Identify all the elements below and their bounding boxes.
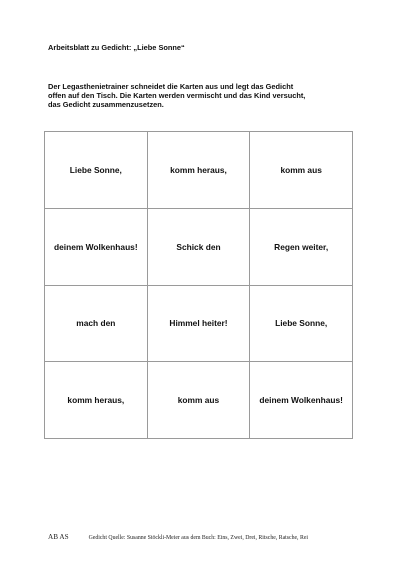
instruction-line: Der Legasthenietrainer schneidet die Karten aus und legt das Gedicht bbox=[48, 82, 294, 91]
poem-card: Liebe Sonne, bbox=[45, 132, 148, 209]
poem-card: komm aus bbox=[250, 132, 353, 209]
instruction-line: offen auf den Tisch. Die Karten werden vermischt und das Kind versucht, bbox=[48, 91, 306, 100]
instruction-text bbox=[48, 82, 368, 109]
instruction-line: das Gedicht zusammenzusetzen. bbox=[48, 100, 164, 109]
poem-card: Himmel heiter! bbox=[148, 286, 251, 363]
poem-card: mach den bbox=[45, 286, 148, 363]
poem-card: komm aus bbox=[148, 362, 251, 439]
poem-card: Regen weiter, bbox=[250, 209, 353, 286]
poem-card: komm heraus, bbox=[148, 132, 251, 209]
page-title: Arbeitsblatt zu Gedicht: „Liebe Sonne“ bbox=[48, 43, 185, 52]
poem-card: Schick den bbox=[148, 209, 251, 286]
card-grid bbox=[44, 131, 353, 439]
poem-card: Liebe Sonne, bbox=[250, 286, 353, 363]
page-footer bbox=[48, 533, 358, 541]
source-credit: Gedicht Quelle: Susanne Stöckli-Meier aus dem Buch: Eins, Zwei, Drei, Ritsche, Ratsche, Rei bbox=[88, 535, 309, 541]
poem-card: komm heraus, bbox=[45, 362, 148, 439]
poem-card: deinem Wolkenhaus! bbox=[45, 209, 148, 286]
footer-code: AB AS bbox=[48, 533, 69, 541]
poem-card: deinem Wolkenhaus! bbox=[250, 362, 353, 439]
